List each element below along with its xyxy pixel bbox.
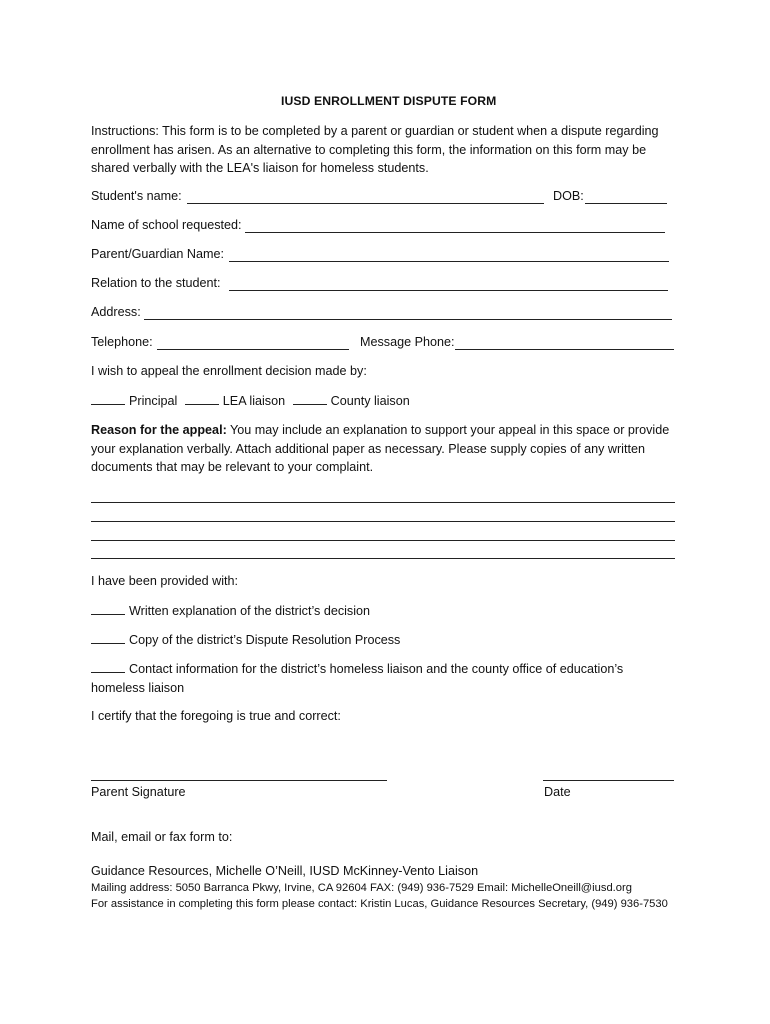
dob-label: DOB:	[553, 189, 584, 203]
contact-address: Mailing address: 5050 Barranca Pkwy, Irvine, CA 92604 FAX: (949) 936-7529 Email: MichelleOneill@iusd.org	[91, 882, 632, 894]
reason-line[interactable]	[91, 540, 675, 541]
parent-guardian-field[interactable]	[229, 261, 669, 262]
contact-assistance: For assistance in completing this form please contact: Kristin Lucas, Guidance Resources Secretary, (949) 936-7530	[91, 898, 668, 910]
provided-item-label: Written explanation of the district’s decision	[129, 604, 371, 618]
school-requested-field[interactable]	[245, 232, 665, 233]
provided-item-label: Copy of the district’s Dispute Resolution Process	[129, 633, 401, 647]
lea-liaison-option-label: LEA liaison	[222, 394, 286, 408]
principal-option-label: Principal	[129, 394, 178, 408]
provided-item	[91, 632, 400, 648]
relation-label: Relation to the student:	[91, 276, 221, 290]
county-liaison-checkbox[interactable]	[293, 393, 327, 405]
form-title: IUSD ENROLLMENT DISPUTE FORM	[281, 94, 497, 108]
provided-prompt: I have been provided with:	[91, 574, 239, 588]
appeal-options-row	[91, 393, 410, 409]
address-field[interactable]	[144, 319, 672, 320]
date-field[interactable]	[543, 780, 674, 781]
student-name-field[interactable]	[187, 203, 544, 204]
message-phone-field[interactable]	[455, 349, 674, 350]
provided-checkbox[interactable]	[91, 632, 125, 644]
certify-statement: I certify that the foregoing is true and correct:	[91, 709, 341, 723]
telephone-field[interactable]	[157, 349, 349, 350]
reason-line[interactable]	[91, 558, 675, 559]
mail-to-label: Mail, email or fax form to:	[91, 830, 233, 844]
parent-signature-label: Parent Signature	[91, 785, 186, 799]
provided-item	[91, 603, 370, 619]
reason-paragraph	[91, 421, 681, 477]
instructions-paragraph: Instructions: This form is to be completed by a parent or guardian or student when a dispute regarding enrollment has arisen. As an alternative to completing this form, the information on this form may be shared verbally with the LEA's liaison for homeless students.	[91, 124, 659, 175]
school-requested-label: Name of school requested:	[91, 218, 242, 232]
parent-guardian-label: Parent/Guardian Name:	[91, 247, 225, 261]
parent-signature-field[interactable]	[91, 780, 387, 781]
student-name-label: Student's name:	[91, 189, 182, 203]
telephone-label: Telephone:	[91, 335, 153, 349]
dob-field[interactable]	[585, 203, 667, 204]
principal-checkbox[interactable]	[91, 393, 125, 405]
relation-field[interactable]	[229, 290, 668, 291]
reason-text: You may include an explanation to support your appeal in this space or provide your explanation verbally. Attach additional paper as necessary. Please supply copies of any written documents that may be relevant to your complaint.	[91, 423, 670, 474]
message-phone-label: Message Phone:	[360, 335, 455, 349]
date-label: Date	[544, 785, 571, 799]
provided-checkbox[interactable]	[91, 661, 125, 673]
lea-liaison-checkbox[interactable]	[185, 393, 219, 405]
provided-item	[91, 660, 651, 697]
appeal-prompt: I wish to appeal the enrollment decision made by:	[91, 364, 367, 378]
provided-item-label: Contact information for the district’s homeless liaison and the county office of education’s homeless liaison	[91, 662, 624, 695]
contact-name: Guidance Resources, Michelle O’Neill, IUSD McKinney-Vento Liaison	[91, 864, 479, 878]
reason-label: Reason for the appeal:	[91, 423, 227, 437]
provided-checkbox[interactable]	[91, 603, 125, 615]
address-label: Address:	[91, 305, 141, 319]
reason-line[interactable]	[91, 521, 675, 522]
county-liaison-option-label: County liaison	[330, 394, 410, 408]
reason-line[interactable]	[91, 502, 675, 503]
